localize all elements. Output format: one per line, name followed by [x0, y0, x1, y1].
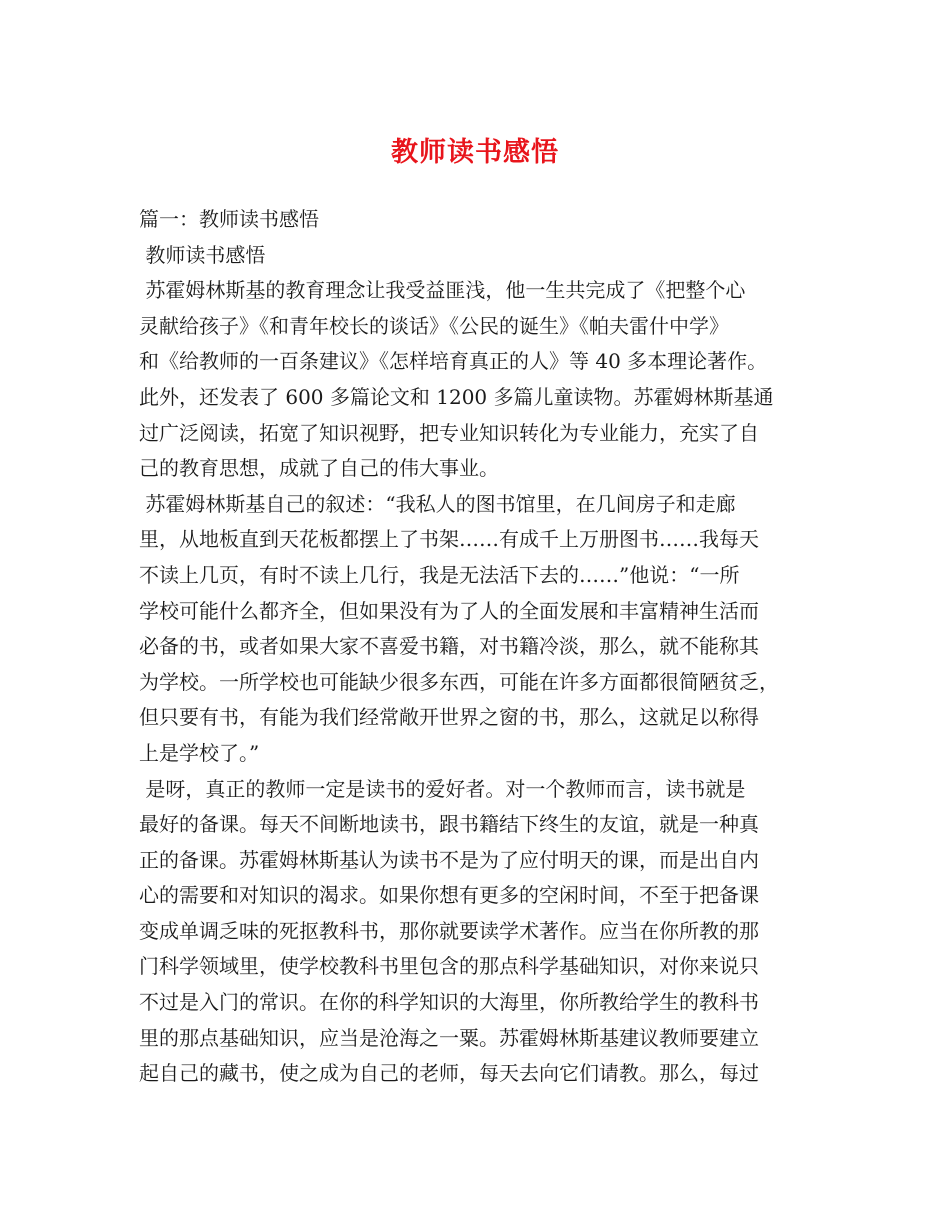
text-line: 灵献给孩子》《和青年校长的谈话》《公民的诞生》《帕夫雷什中学》: [139, 313, 729, 338]
text-line: 学校可能什么都齐全，但如果没有为了人的全面发展和丰富精神生活而: [139, 598, 759, 623]
text-line: 己的教育思想，成就了自己的伟大事业。: [139, 456, 499, 481]
text-line: 是呀，真正的教师一定是读书的爱好者。对一个教师而言，读书就是: [139, 776, 746, 801]
text-line: 正的备课。苏霍姆林斯基认为读书不是为了应付明天的课，而是出自内: [139, 847, 759, 872]
text-line: 但只要有书，有能为我们经常敞开世界之窗的书，那么，这就足以称得: [139, 705, 759, 730]
text-line: 和《给教师的一百条建议》《怎样培育真正的人》等 40 多本理论著作。: [139, 349, 768, 374]
document-title: 教师读书感悟: [391, 137, 559, 168]
text-line: 过广泛阅读，拓宽了知识视野，把专业知识转化为专业能力，充实了自: [139, 420, 759, 445]
text-line: 为学校。一所学校也可能缺少很多东西，可能在许多方面都很简陋贫乏，: [139, 669, 779, 694]
text-line: 此外，还发表了 600 多篇论文和 1200 多篇儿童读物。苏霍姆林斯基通: [139, 384, 774, 409]
text-line: 最好的备课。每天不间断地读书，跟书籍结下终生的友谊，就是一种真: [139, 812, 759, 837]
text-line: 上是学校了。”: [139, 740, 260, 765]
text-line: 不过是入门的常识。在你的科学知识的大海里，你所教给学生的教科书: [139, 990, 759, 1015]
text-line: 必备的书，或者如果大家不喜爱书籍，对书籍冷淡，那么，就不能称其: [139, 634, 759, 659]
text-line: 苏霍姆林斯基自己的叙述：“我私人的图书馆里，在几间房子和走廊: [139, 491, 736, 516]
document-body: [139, 202, 815, 1092]
text-line: 教师读书感悟: [139, 242, 266, 267]
text-line: 不读上几页，有时不读上几行，我是无法活下去的……”他说：“一所: [139, 562, 740, 587]
text-line: 苏霍姆林斯基的教育理念让我受益匪浅，他一生共完成了《把整个心: [139, 278, 746, 303]
text-line: 门科学领域里，使学校教科书里包含的那点科学基础知识，对你来说只: [139, 954, 759, 979]
text-line: 里的那点基础知识，应当是沧海之一粟。苏霍姆林斯基建议教师要建立: [139, 1025, 759, 1050]
text-line: 篇一：教师读书感悟: [139, 207, 319, 231]
text-line: 变成单调乏味的死抠教科书，那你就要读学术著作。应当在你所教的那: [139, 918, 759, 943]
text-line: 心的需要和对知识的渴求。如果你想有更多的空闲时间，不至于把备课: [139, 883, 759, 908]
text-line: 起自己的藏书，使之成为自己的老师，每天去向它们请教。那么，每过: [139, 1061, 759, 1086]
text-line: 里，从地板直到天花板都摆上了书架……有成千上万册图书……我每天: [139, 527, 759, 552]
